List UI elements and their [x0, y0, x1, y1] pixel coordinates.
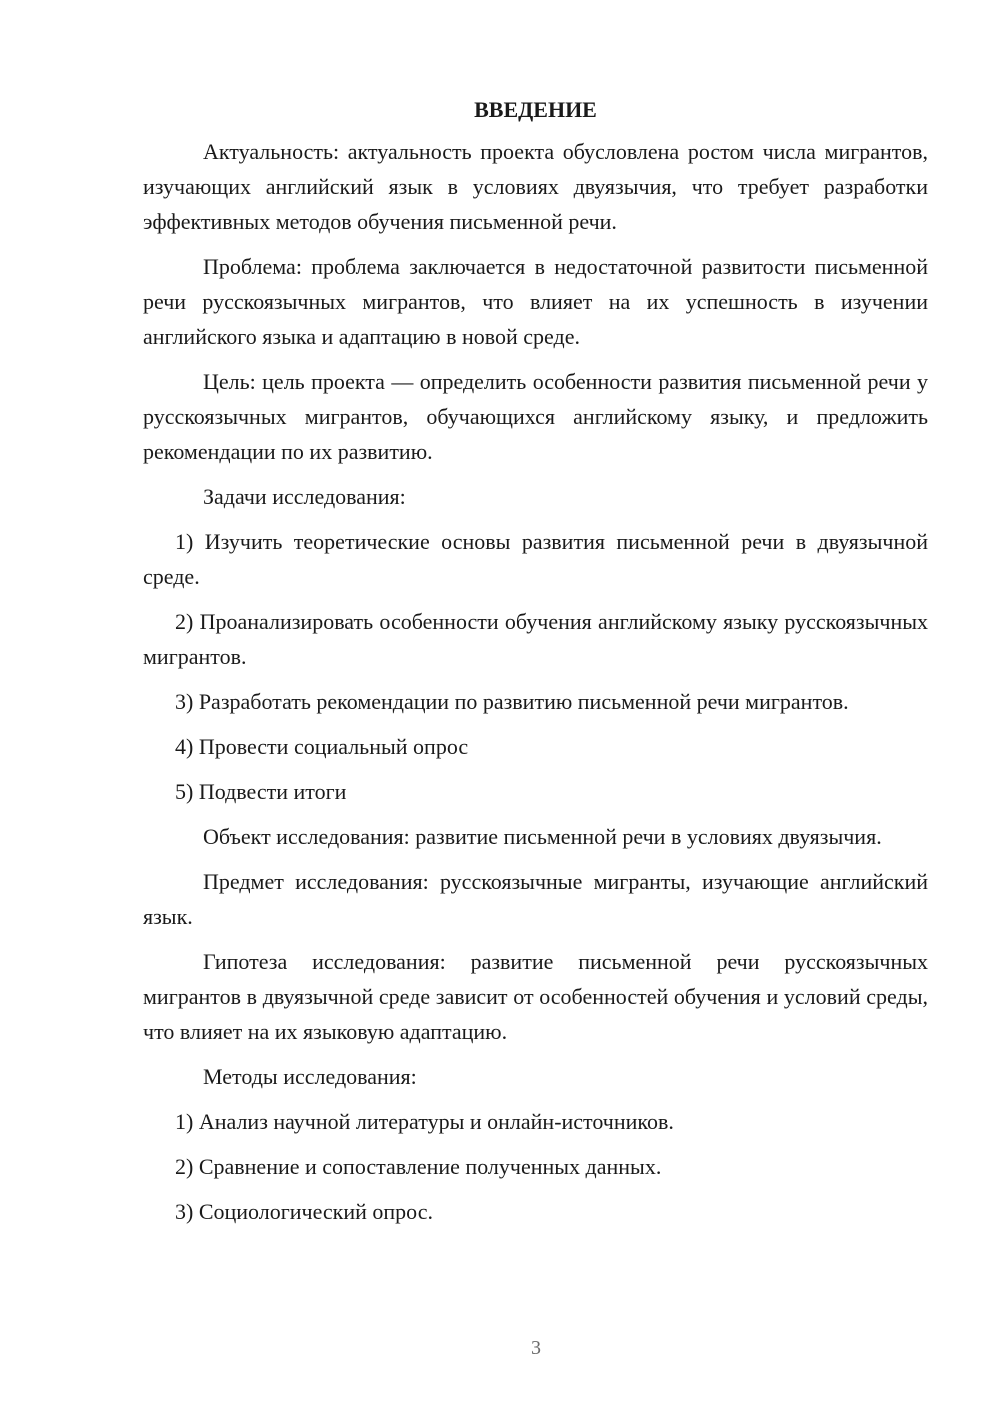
page-number: 3 [531, 1337, 541, 1359]
object-paragraph: Объект исследования: развитие письменной речи в условиях двуязычия. [203, 824, 882, 849]
method-item: 1) Анализ научной литературы и онлайн-источников. [175, 1109, 674, 1134]
hypothesis-paragraph: Гипотеза исследования: развитие письменной речи русскоязычных мигрантов в двуязычной среде зависит от особенностей обучения и условий среды, что влияет на их языковую адаптацию. [143, 949, 928, 1044]
problem-paragraph: Проблема: проблема заключается в недостаточной развитости письменной речи русскоязычных мигрантов, что влияет на их успешность в изучении английского языка и адаптацию в новой среде. [143, 254, 928, 349]
task-item: 3) Разработать рекомендации по развитию письменной речи мигрантов. [175, 689, 849, 714]
task-item: 1) Изучить теоретические основы развития письменной речи в двуязычной среде. [143, 529, 928, 589]
task-item: 4) Провести социальный опрос [175, 734, 469, 759]
section-heading: ВВЕДЕНИЕ [474, 97, 597, 122]
tasks-intro: Задачи исследования: [203, 484, 406, 509]
method-item: 2) Сравнение и сопоставление полученных данных. [175, 1154, 662, 1179]
subject-paragraph: Предмет исследования: русскоязычные мигранты, изучающие английский язык. [143, 869, 928, 929]
goal-paragraph: Цель: цель проекта — определить особенности развития письменной речи у русскоязычных мигрантов, обучающихся английскому языку, и предложить рекомендации по их развитию. [143, 369, 928, 464]
task-item: 5) Подвести итоги [175, 779, 347, 804]
methods-intro: Методы исследования: [203, 1064, 417, 1089]
page-content [143, 92, 928, 1239]
method-item: 3) Социологический опрос. [175, 1199, 433, 1224]
task-item: 2) Проанализировать особенности обучения английскому языку русскоязычных мигрантов. [143, 609, 928, 669]
relevance-paragraph: Актуальность: актуальность проекта обусловлена ростом числа мигрантов, изучающих английский язык в условиях двуязычия, что требует разработки эффективных методов обучения письменной речи. [143, 139, 928, 234]
